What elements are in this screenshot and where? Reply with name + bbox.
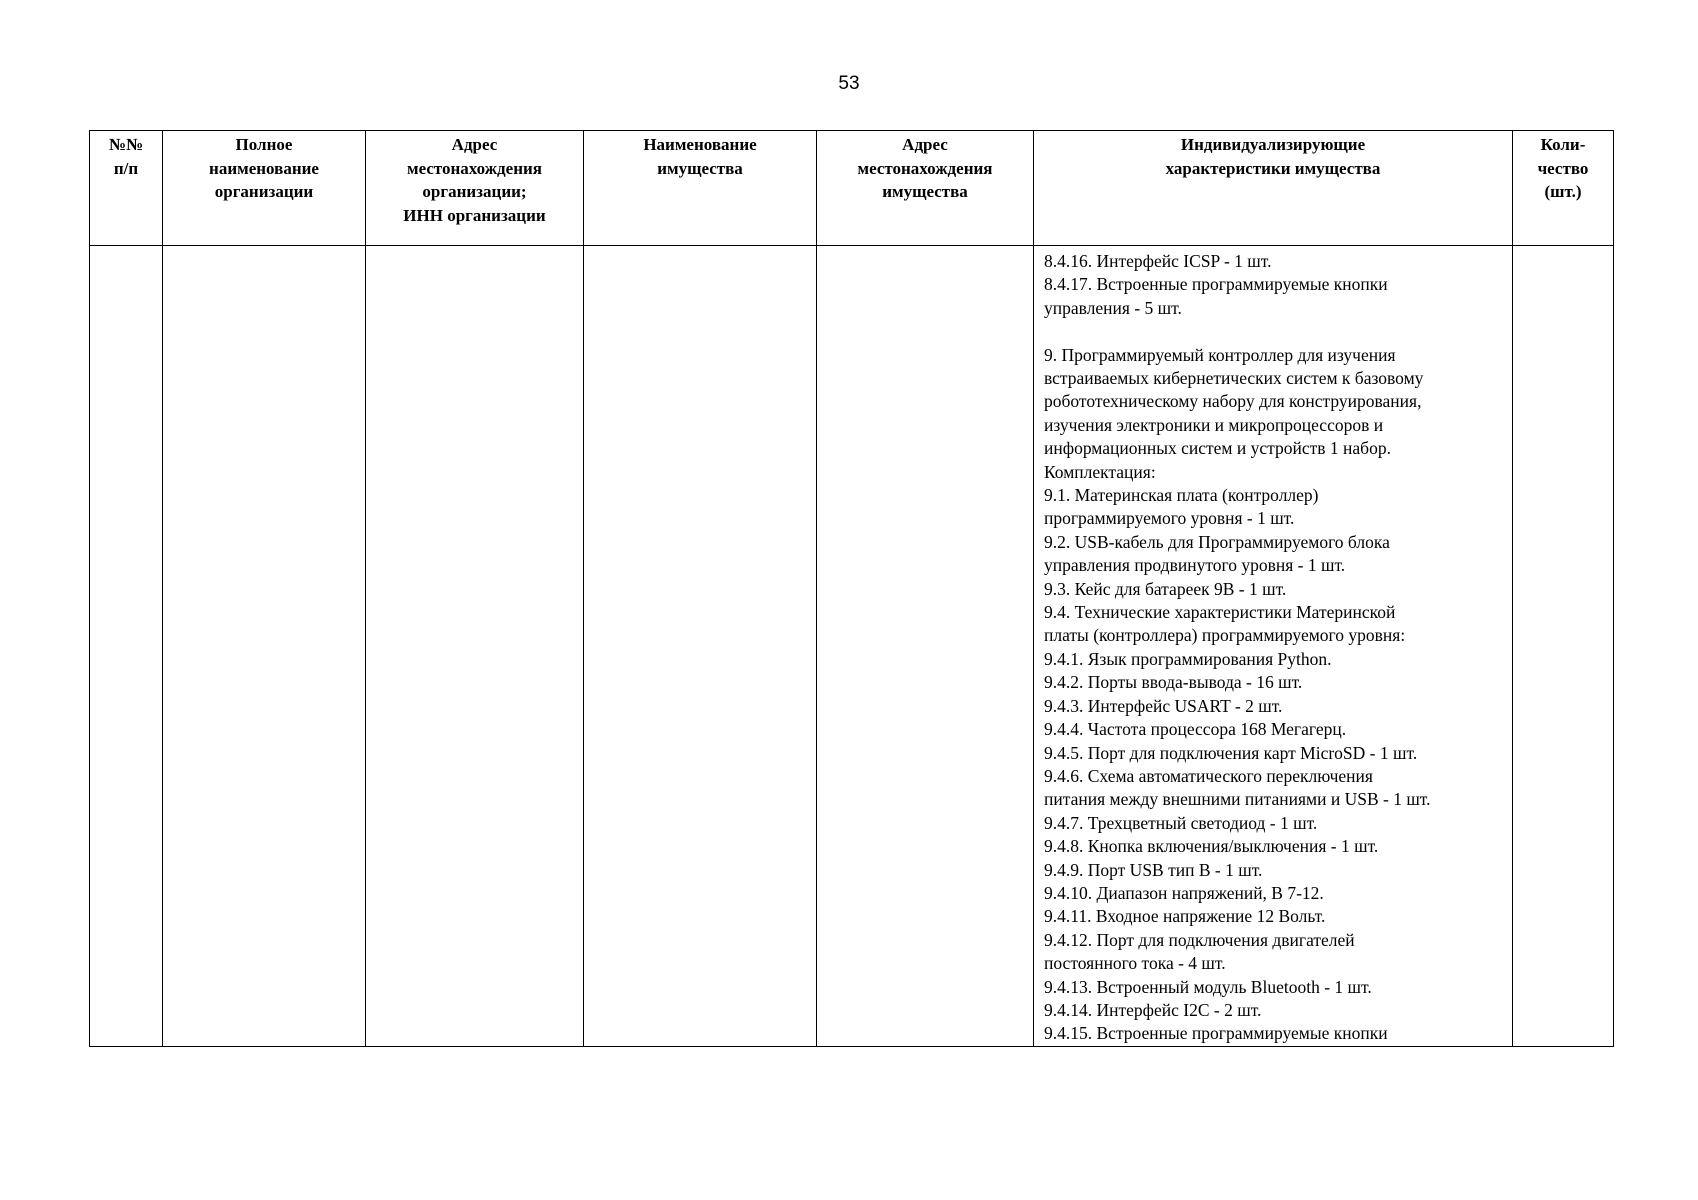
characteristic-line: 9.4.5. Порт для подключения карт MicroSD - 1 шт. — [1044, 742, 1418, 763]
header-row — [90, 131, 1614, 246]
characteristic-line: 9.4.9. Порт USB тип B - 1 шт. — [1044, 859, 1263, 880]
cell-characteristics — [1034, 246, 1513, 1047]
characteristic-line: информационных систем и устройств 1 набор. — [1044, 438, 1391, 459]
header-characteristics — [1034, 131, 1513, 246]
characteristic-line: программируемого уровня - 1 шт. — [1044, 508, 1295, 529]
characteristic-line: 8.4.17. Встроенные программируемые кнопки — [1044, 274, 1388, 295]
characteristic-line: 9.2. USB-кабель для Программируемого блока — [1044, 531, 1390, 552]
header-line: характеристики имущества — [1165, 158, 1381, 178]
header-number — [90, 131, 163, 246]
header-line: ИНН организации — [403, 205, 546, 225]
header-line: Адрес — [902, 135, 948, 154]
header-line: организации; — [422, 182, 527, 201]
characteristic-line: 9.4. Технические характеристики Материнской — [1044, 602, 1396, 623]
header-property-address — [817, 131, 1034, 246]
characteristic-line: 9.4.2. Порты ввода-вывода - 16 шт. — [1044, 672, 1303, 693]
page-number: 53 — [838, 73, 860, 94]
characteristic-line: 9.4.8. Кнопка включения/выключения - 1 шт. — [1044, 836, 1379, 857]
header-line: Адрес — [451, 135, 498, 154]
characteristic-line: 9. Программируемый контроллер для изучения — [1044, 344, 1396, 365]
header-line: чество — [1537, 158, 1589, 178]
characteristic-line: 8.4.16. Интерфейс ICSP - 1 шт. — [1044, 251, 1272, 271]
characteristic-line: 9.1. Материнская плата (контроллер) — [1044, 485, 1319, 506]
characteristic-line: питания между внешними питаниями и USB - 1 шт. — [1044, 789, 1431, 810]
header-organization-name — [163, 131, 366, 246]
characteristic-line: платы (контроллера) программируемого уровня: — [1044, 625, 1406, 646]
characteristic-line: 9.4.15. Встроенные программируемые кнопки — [1044, 1023, 1388, 1044]
cell-property-address — [817, 246, 1034, 1047]
header-line: Наименование — [643, 135, 757, 154]
header-line: местонахождения — [407, 158, 542, 178]
characteristic-line: 9.4.12. Порт для подключения двигателей — [1044, 929, 1355, 950]
characteristic-line: робототехническому набору для конструирования, — [1044, 391, 1422, 412]
table-row — [90, 246, 1614, 1047]
cell-quantity — [1513, 246, 1614, 1047]
characteristic-line: встраиваемых кибернетических систем к базовому — [1044, 368, 1424, 389]
header-line: №№ — [108, 135, 144, 154]
characteristic-line: 9.4.13. Встроенный модуль Bluetooth - 1 шт. — [1044, 976, 1372, 997]
header-line: имущества — [657, 158, 743, 178]
characteristic-line: 9.4.7. Трехцветный светодиод - 1 шт. — [1044, 812, 1318, 833]
header-line: имущества — [882, 182, 968, 201]
characteristic-line: изучения электроники и микропроцессоров и — [1044, 414, 1384, 435]
header-line: Индивидуализирующие — [1180, 135, 1366, 154]
header-line: Полное — [235, 135, 293, 154]
characteristic-line: 9.4.4. Частота процессора 168 Мегагерц. — [1044, 719, 1347, 740]
cell-property-name — [584, 246, 817, 1047]
cell-number — [90, 246, 163, 1047]
cell-organization-name — [163, 246, 366, 1047]
characteristic-line: 9.3. Кейс для батареек 9В - 1 шт. — [1044, 578, 1287, 599]
characteristic-line: 9.4.11. Входное напряжение 12 Вольт. — [1044, 906, 1326, 927]
header-line: организации — [214, 182, 314, 201]
characteristic-line: 9.4.10. Диапазон напряжений, В 7-12. — [1044, 882, 1324, 903]
characteristic-line: управления продвинутого уровня - 1 шт. — [1044, 555, 1346, 576]
header-organization-address — [366, 131, 584, 246]
header-line: (шт.) — [1544, 182, 1582, 201]
characteristic-line: 9.4.1. Язык программирования Python. — [1044, 648, 1332, 669]
header-line: местонахождения — [857, 158, 993, 178]
characteristic-line: 9.4.3. Интерфейс USART - 2 шт. — [1044, 695, 1283, 716]
characteristic-line: 9.4.6. Схема автоматического переключения — [1044, 765, 1373, 786]
characteristic-line: 9.4.14. Интерфейс I2C - 2 шт. — [1044, 999, 1262, 1020]
header-line: п/п — [113, 158, 139, 178]
header-line: наименование — [209, 158, 319, 178]
cell-organization-address — [366, 246, 584, 1047]
characteristic-line: Комплектация: — [1044, 461, 1156, 482]
property-table — [89, 130, 1614, 1047]
blank-line — [1044, 320, 1508, 343]
header-line: Коли- — [1540, 135, 1586, 154]
header-property-name — [584, 131, 817, 246]
characteristic-line: постоянного тока - 4 шт. — [1044, 953, 1226, 974]
characteristic-line: управления - 5 шт. — [1044, 297, 1182, 318]
header-quantity — [1513, 131, 1614, 246]
